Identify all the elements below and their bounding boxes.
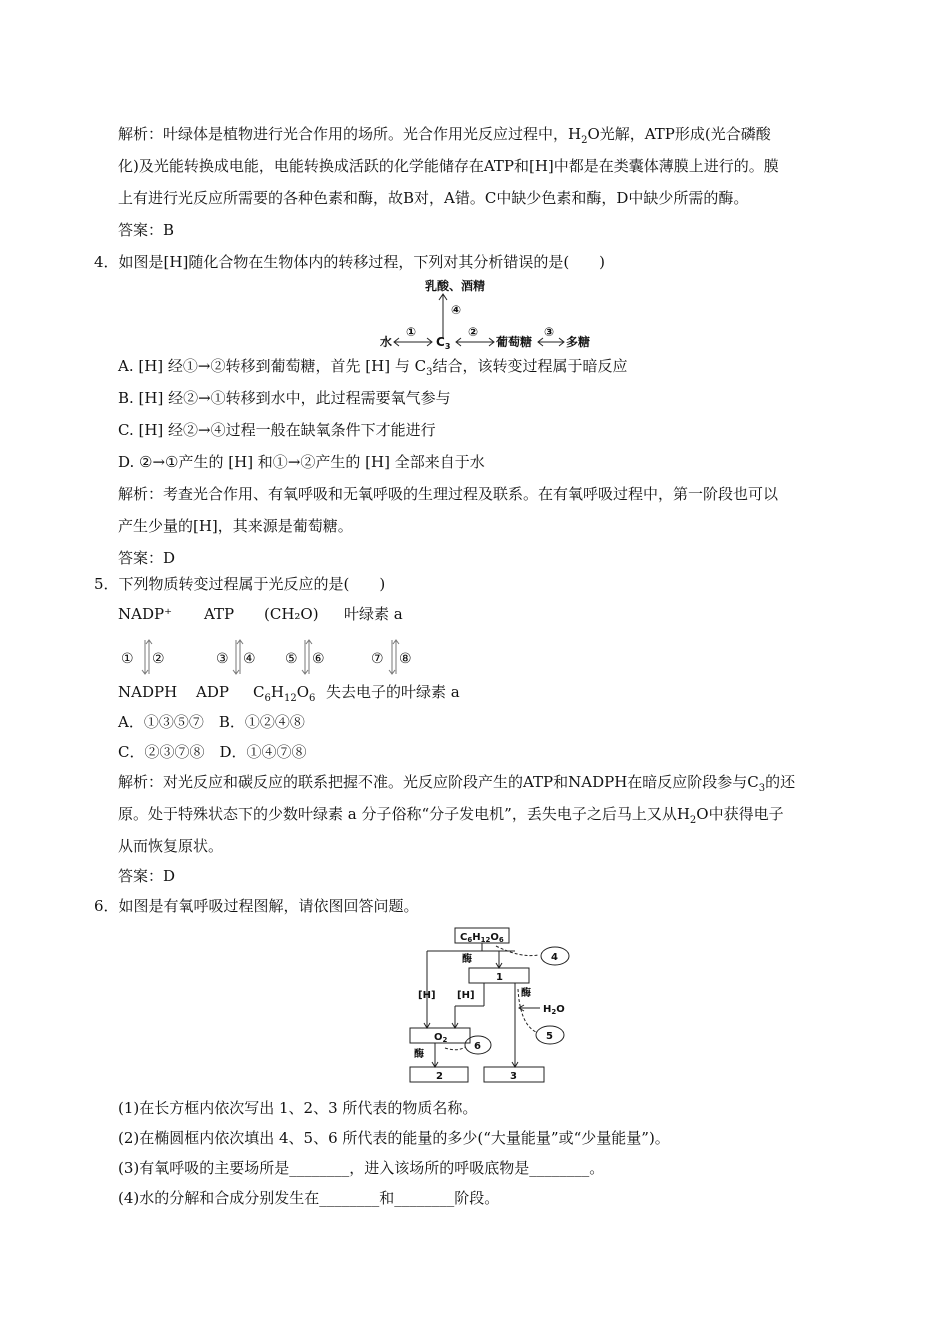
ellipse-4-label: 4 bbox=[551, 952, 558, 963]
polysaccharide-label: 多糖 bbox=[566, 335, 591, 349]
adp-label: ADP bbox=[196, 683, 229, 701]
explanation-line: 解析：叶绿体是植物进行光合作用的场所。光合作用光反应过程中，$H_2O$光解，ATP形成(光合磷酸 bbox=[118, 125, 771, 146]
pair-6-label: ⑥ bbox=[312, 651, 325, 667]
answer-text: 答案：B bbox=[118, 221, 175, 239]
pair-4-label: ④ bbox=[243, 651, 256, 667]
pair-8-label: ⑧ bbox=[399, 651, 412, 667]
pair-7-label: ⑦ bbox=[371, 651, 384, 667]
options-c-d: C．②③⑦⑧ D．①④⑦⑧ bbox=[118, 743, 307, 761]
h-label-left: [H] bbox=[418, 990, 436, 1001]
option-d: D. ②→①产生的 [H] 和①→②产生的 [H] 全部来自于水 bbox=[118, 453, 485, 471]
sub-question-1: (1)在长方框内依次写出 1、2、3 所代表的物质名称。 bbox=[118, 1099, 478, 1117]
box-2-label: 2 bbox=[436, 1071, 443, 1082]
pair-5-label: ⑤ bbox=[285, 651, 298, 667]
step-2-label: ② bbox=[468, 325, 479, 339]
enzyme-label: 酶 bbox=[521, 988, 531, 999]
aerobic-respiration-diagram bbox=[400, 924, 590, 1096]
sub-question-3: (3)有氧呼吸的主要场所是________，进入该场所的呼吸底物是________。 bbox=[118, 1159, 605, 1177]
ch2o-label: (CH₂O) bbox=[264, 605, 319, 623]
answer-text: 答案：D bbox=[118, 549, 176, 567]
enzyme-label: 酶 bbox=[462, 954, 472, 965]
option-a: A. [H] 经①→②转移到葡萄糖，首先 [H] 与 $C_3$结合，该转变过程属于暗反应 bbox=[118, 357, 628, 378]
ellipse-5-label: 5 bbox=[546, 1031, 553, 1042]
pair-1-label: ① bbox=[121, 651, 134, 667]
box-3-label: 3 bbox=[510, 1071, 517, 1082]
options-a-b: A．①③⑤⑦ B．①②④⑧ bbox=[118, 713, 305, 731]
o2-label: $O_2$ bbox=[434, 1032, 448, 1044]
h-transfer-diagram bbox=[370, 276, 600, 350]
explanation-line: 原。处于特殊状态下的少数叶绿素 a 分子俗称“分子发电机”，丢失电子之后马上又从$H_2O$中获得电子 bbox=[118, 805, 784, 826]
glucose-label: 葡萄糖 bbox=[496, 335, 533, 349]
option-c: C. [H] 经②→④过程一般在缺氧条件下才能进行 bbox=[118, 421, 436, 439]
question-stem: 6．如图是有氧呼吸过程图解，请依图回答问题。 bbox=[94, 897, 419, 915]
pair-2-label: ② bbox=[152, 651, 165, 667]
chlorophyll-a-label: 叶绿素 a bbox=[344, 605, 403, 623]
explanation-line: 解析：对光反应和碳反应的联系把握不准。光反应阶段产生的ATP和NADPH在暗反应阶段参与$C_3$的还 bbox=[118, 773, 796, 794]
box-1-label: 1 bbox=[496, 972, 503, 983]
c3-label: $C_3$ bbox=[436, 335, 451, 350]
option-b: B. [H] 经②→①转移到水中，此过程需要氧气参与 bbox=[118, 389, 451, 407]
glucose-label: $C_6H_{12}O_6$ bbox=[460, 932, 504, 944]
step-1-label: ① bbox=[406, 325, 417, 339]
step-4-label: ④ bbox=[451, 303, 462, 317]
lactate-ethanol-label: 乳酸、酒精 bbox=[425, 279, 486, 293]
water-label: 水 bbox=[380, 335, 393, 349]
explanation-line: 解析：考查光合作用、有氧呼吸和无氧呼吸的生理过程及联系。在有氧呼吸过程中，第一阶段也可以 bbox=[118, 485, 779, 503]
enzyme-label: 酶 bbox=[414, 1049, 424, 1060]
atp-label: ATP bbox=[204, 605, 235, 623]
explanation-line: 化)及光能转换成电能，电能转换成活跃的化学能储存在ATP和[H]中都是在类囊体薄膜上进行的。膜 bbox=[118, 157, 779, 175]
explanation-line: 从而恢复原状。 bbox=[118, 837, 224, 855]
oxidized-chlorophyll-label: 失去电子的叶绿素 a bbox=[326, 683, 460, 701]
explanation-line: 上有进行光反应所需要的各种色素和酶，故B对，A错。C中缺少色素和酶，D中缺少所需的酶。 bbox=[118, 189, 749, 207]
nadph-label: NADPH bbox=[118, 683, 178, 701]
glucose-formula: $C_6H_{12}O_6$ bbox=[253, 683, 316, 704]
conversion-arrows bbox=[118, 636, 438, 680]
h-label-right: [H] bbox=[457, 990, 475, 1001]
water-label: $H_2O$ bbox=[543, 1004, 565, 1016]
pair-3-label: ③ bbox=[216, 651, 229, 667]
question-stem: 5．下列物质转变过程属于光反应的是( ) bbox=[94, 575, 386, 593]
answer-text: 答案：D bbox=[118, 867, 176, 885]
nadp-label: NADP⁺ bbox=[118, 605, 172, 623]
step-3-label: ③ bbox=[544, 325, 555, 339]
sub-question-2: (2)在椭圆框内依次填出 4、5、6 所代表的能量的多少(“大量能量”或“少量能量”)。 bbox=[118, 1129, 670, 1147]
sub-question-4: (4)水的分解和合成分别发生在________和________阶段。 bbox=[118, 1189, 500, 1207]
question-stem: 4．如图是[H]随化合物在生物体内的转移过程，下列对其分析错误的是( ) bbox=[94, 253, 606, 271]
explanation-line: 产生少量的[H]，其来源是葡萄糖。 bbox=[118, 517, 353, 535]
ellipse-6-label: 6 bbox=[474, 1041, 481, 1052]
